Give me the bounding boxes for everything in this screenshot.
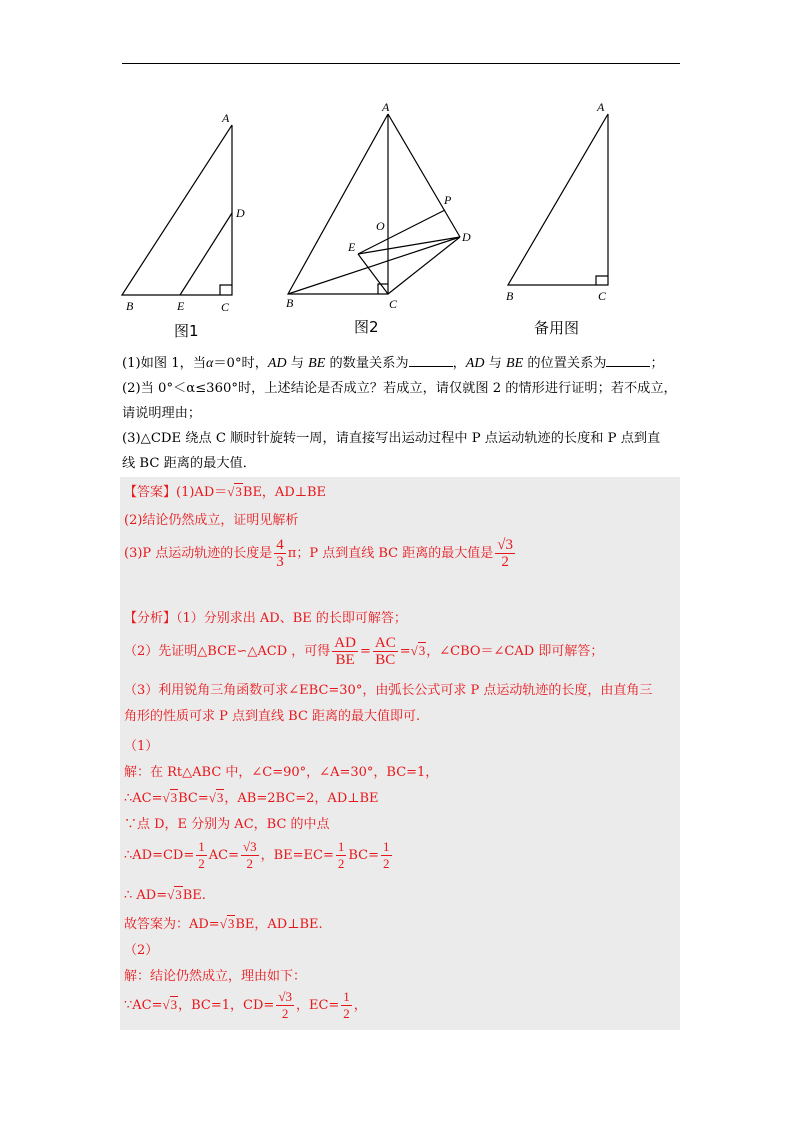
- question-2-line-2: 请说明理由；: [122, 406, 202, 421]
- solution-1-line-4: ∴AD=CD= $\frac{1}{2}$ AC= $\frac{√3}{2}$ ，BE=EC= $\frac{1}{2}$ BC= $\frac{1}{2}$: [124, 839, 390, 871]
- solution-1-line-3: ∵点 D，E 分别为 AC，BC 的中点: [124, 817, 330, 832]
- fig2-label-B: B: [286, 296, 294, 310]
- fig1-segment-ED: [180, 213, 232, 295]
- answer-blank-1: [409, 354, 453, 367]
- answer-line-3: (3)P 点运动轨迹的长度是 $\frac{4}{3}$ π；P 点到直线 BC 距离的最大值是 $\frac{√3}{2}$: [124, 537, 513, 570]
- fig1-label-C: C: [221, 300, 230, 314]
- problem-statement: [122, 351, 682, 476]
- fig2-label-C: C: [389, 297, 398, 311]
- question-3-line-2: 线 BC 距离的最大值．: [122, 456, 256, 471]
- answer-panel: [120, 477, 680, 1030]
- fig2-caption: 图2: [354, 318, 379, 336]
- fig1-label-B: B: [126, 299, 134, 313]
- solution-2-line-1: 解：结论仍然成立，理由如下：: [124, 969, 307, 984]
- question-3-line-1: (3)△CDE 绕点 C 顺时针旋转一周，请直接写出运动过程中 P 点运动轨迹的长度和 P 点到直: [122, 431, 661, 446]
- solution-2-line-2: ∵AC=√3，BC=1，CD= $\frac{√3}{2}$ ，EC= $\frac{1}{2}$ ，: [124, 989, 367, 1021]
- fig2-ED: [358, 237, 460, 254]
- fig3-label-A: A: [597, 100, 605, 114]
- solution-1-line-2: ∴AC=√3BC=√3，AB=2BC=2，AD⊥BE: [124, 790, 379, 806]
- answer-blank-2: [606, 354, 650, 367]
- fig2-CD: [388, 237, 460, 294]
- answer-line-2: (2)结论仍然成立，证明见解析: [124, 513, 299, 528]
- fig1-triangle: [122, 125, 232, 295]
- fig2-triangle-ABC: [288, 114, 388, 294]
- fig3-caption: 备用图: [534, 319, 580, 337]
- fig2-label-E: E: [348, 240, 356, 254]
- fig3-label-B: B: [506, 289, 514, 303]
- fig2-label-O: O: [376, 219, 385, 233]
- solution-1-heading: （1）: [124, 739, 159, 754]
- fig2-CE: [358, 254, 388, 294]
- fig1-label-D: D: [236, 206, 245, 220]
- fig2-label-A: A: [382, 100, 390, 114]
- fig3-triangle: [508, 114, 608, 285]
- fig1-right-angle: [220, 285, 232, 295]
- fig2-label-D: D: [462, 230, 471, 244]
- fig3-label-C: C: [598, 289, 607, 303]
- figures-area: [110, 92, 690, 347]
- question-1: (1)如图 1，当α＝0°时，AD 与 BE 的数量关系为 ，AD 与 BE 的位置关系为 ；: [122, 356, 664, 371]
- fig1-caption: 图1: [174, 322, 199, 340]
- fig1-label-A: A: [222, 111, 230, 125]
- question-2-line-1: (2)当 0°＜α≤360°时，上述结论是否成立？若成立，请仅就图 2 的情形进行证明；若不成立，: [122, 381, 677, 396]
- header-rule: [122, 63, 680, 64]
- solution-1-line-6: 故答案为：AD=√3BE，AD⊥BE.: [124, 916, 323, 932]
- analysis-line-3: （3）利用锐角三角函数可求∠EBC=30°，由弧长公式可求 P 点运动轨迹的长度，由直角三: [124, 683, 653, 698]
- analysis-line-2: （2）先证明△BCE∽△ACD ，可得 $\frac{AD}{BE}$ = $\frac{AC}{BC}$ =√3，∠CBO＝∠CAD 即可解答；: [124, 635, 604, 668]
- analysis-line-1: 【分析】（1）分别求出 AD、BE 的长即可解答；: [124, 611, 407, 626]
- fig2-label-P: P: [444, 193, 452, 207]
- solution-1-line-1: 解：在 Rt△ABC 中，∠C=90°，∠A=30°，BC=1，: [124, 765, 439, 780]
- analysis-line-4: 角形的性质可求 P 点到直线 BC 距离的最大值即可.: [124, 709, 421, 724]
- solution-1-line-5: ∴ AD=√3BE.: [124, 887, 206, 903]
- fig3-right-angle: [596, 276, 608, 285]
- fig1-label-E: E: [177, 299, 185, 313]
- geometry-figures: [110, 92, 690, 347]
- fig2-EP: [358, 210, 445, 254]
- solution-2-heading: （2）: [124, 943, 159, 958]
- fig2-AD: [388, 114, 460, 237]
- answer-line-1: 【答案】(1)AD＝√3BE，AD⊥BE: [124, 484, 327, 500]
